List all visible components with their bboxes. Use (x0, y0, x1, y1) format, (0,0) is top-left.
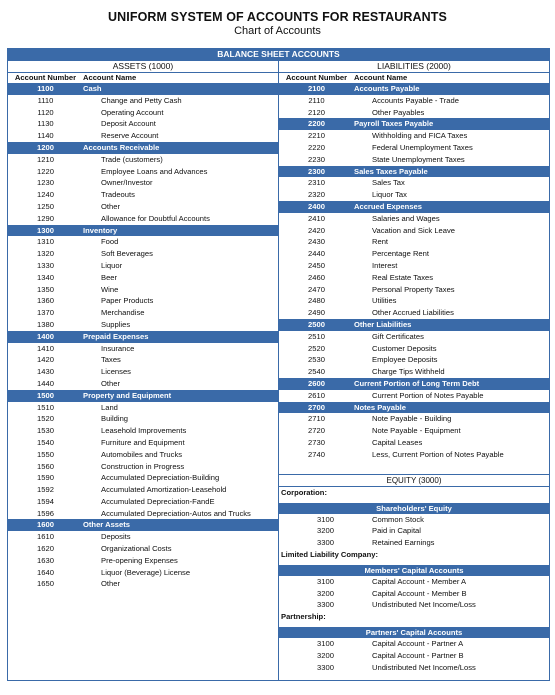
shareholders-rows (279, 514, 549, 549)
account-row (8, 378, 278, 390)
account-name: Wine (101, 284, 119, 294)
account-name: Liquor (101, 260, 123, 270)
account-row (279, 537, 549, 549)
account-number: 1320 (37, 249, 54, 259)
section-header-row (8, 331, 278, 343)
account-number: 1360 (37, 296, 54, 306)
account-name: Accumulated Depreciation-Autos and Trucks (101, 508, 251, 518)
account-number: 1560 (37, 461, 54, 471)
account-number: 1350 (37, 284, 54, 294)
account-number: 2510 (308, 331, 325, 341)
account-number: 1220 (37, 166, 54, 176)
members-rows (279, 576, 549, 611)
account-number: 1590 (37, 473, 54, 483)
account-name: Percentage Rent (372, 249, 429, 259)
account-row (8, 484, 278, 496)
account-number: 2530 (308, 355, 325, 365)
account-row (279, 650, 549, 662)
section-header-row (279, 166, 549, 178)
account-number: 2200 (308, 119, 325, 129)
account-number: 1610 (37, 532, 54, 542)
account-number: 2410 (308, 213, 325, 223)
account-number: 1230 (37, 178, 54, 188)
account-name: Capital Account - Member A (372, 576, 467, 586)
account-name: Accounts Payable (354, 84, 420, 93)
account-name: Beer (101, 272, 118, 282)
account-row (279, 130, 549, 142)
partnership-label: Partnership: (281, 612, 326, 622)
account-number: 3100 (317, 576, 334, 586)
account-number: 3300 (317, 600, 334, 610)
account-row (279, 343, 549, 355)
account-row (8, 555, 278, 567)
partners-rows (279, 638, 549, 673)
account-number: 1370 (37, 308, 54, 318)
account-number: 1110 (37, 95, 54, 105)
account-row (8, 154, 278, 166)
account-name: Furniture and Equipment (101, 437, 185, 447)
llc-label: Limited Liability Company: (281, 549, 379, 559)
section-header-row (8, 142, 278, 154)
account-name: Salaries and Wages (372, 213, 440, 223)
account-number: 1250 (37, 201, 54, 211)
account-name: Taxes (101, 355, 121, 365)
account-row (8, 354, 278, 366)
account-name: Organizational Costs (101, 544, 172, 554)
account-number: 1630 (37, 555, 54, 565)
account-row (8, 461, 278, 473)
account-row (279, 272, 549, 284)
account-row (8, 437, 278, 449)
account-name: Supplies (101, 319, 131, 329)
account-name: Automobiles and Trucks (101, 449, 183, 459)
account-number: 2740 (308, 449, 325, 459)
account-number: 2230 (308, 154, 325, 164)
account-row (279, 599, 549, 611)
account-row (279, 248, 549, 260)
account-number: 2610 (308, 390, 325, 400)
account-row (279, 95, 549, 107)
account-row (279, 390, 549, 402)
account-name: State Unemployment Taxes (372, 154, 465, 164)
account-name: Other (101, 378, 120, 388)
account-row (279, 107, 549, 119)
account-number: 1310 (37, 237, 54, 247)
account-row (279, 154, 549, 166)
account-row (279, 236, 549, 248)
account-row (279, 576, 549, 588)
account-row (8, 248, 278, 260)
account-row (8, 118, 278, 130)
account-name: Common Stock (372, 514, 424, 524)
section-header-row (279, 402, 549, 414)
account-name: Paid in Capital (372, 526, 421, 536)
account-row (279, 588, 549, 600)
account-number: 1120 (37, 107, 54, 117)
account-name: Owner/Investor (101, 178, 153, 188)
account-number-header: Account Number (285, 73, 348, 82)
equity-heading: EQUITY (3000) (279, 474, 549, 487)
account-number: 2420 (308, 225, 325, 235)
account-row (279, 189, 549, 201)
account-name: Cash (83, 84, 102, 93)
account-row (8, 508, 278, 520)
account-name: Accounts Receivable (83, 142, 160, 152)
account-row (8, 189, 278, 201)
account-name: Leasehold Improvements (101, 426, 187, 436)
balance-sheet-table (7, 48, 550, 681)
account-number: 2720 (308, 426, 325, 436)
account-row (8, 284, 278, 296)
account-row (279, 354, 549, 366)
account-number: 2540 (308, 367, 325, 377)
account-name: Less, Current Portion of Notes Payable (372, 449, 504, 459)
account-row (279, 295, 549, 307)
account-row (279, 225, 549, 237)
account-number: 2460 (308, 272, 325, 282)
account-row (279, 307, 549, 319)
account-name: Property and Equipment (83, 390, 172, 400)
account-name: Pre-opening Expenses (101, 555, 178, 565)
account-number: 2480 (308, 296, 325, 306)
section-header-row (8, 225, 278, 237)
account-row (8, 166, 278, 178)
account-row (279, 331, 549, 343)
account-row (8, 366, 278, 378)
section-header-row (279, 118, 549, 130)
account-number: 1520 (37, 414, 54, 424)
section-header-row (279, 83, 549, 95)
account-name: Other Accrued Liabilities (372, 308, 454, 318)
account-number: 2400 (308, 201, 325, 211)
account-name: Tradeouts (101, 190, 135, 200)
account-name: Gift Certificates (372, 331, 424, 341)
account-name: Real Estate Taxes (372, 272, 434, 282)
account-row (8, 201, 278, 213)
account-name: Payroll Taxes Payable (354, 119, 434, 129)
account-name: Allowance for Doubtful Accounts (101, 213, 210, 223)
account-name: Other (101, 201, 120, 211)
account-number: 2100 (308, 84, 325, 93)
account-name: Food (101, 237, 119, 247)
account-name: Charge Tips Withheld (372, 367, 445, 377)
account-number: 3300 (317, 538, 334, 548)
account-number: 2110 (308, 95, 325, 105)
account-number: 1596 (37, 508, 54, 518)
account-number: 1140 (37, 131, 54, 141)
account-number: 1210 (37, 154, 54, 164)
account-name: Rent (372, 237, 389, 247)
account-number-header: Account Number (14, 73, 77, 82)
account-row (8, 413, 278, 425)
section-header-row (279, 378, 549, 390)
assets-column-headers (8, 73, 278, 83)
account-number: 1410 (37, 343, 54, 353)
account-number: 1620 (37, 544, 54, 554)
account-name: Other Assets (83, 520, 130, 530)
liabilities-heading: LIABILITIES (2000) (279, 60, 549, 73)
account-number: 2710 (308, 414, 325, 424)
account-name: Interest (372, 260, 398, 270)
account-row (8, 343, 278, 355)
account-name: Accounts Payable - Trade (372, 95, 459, 105)
account-name: Reserve Account (101, 131, 159, 141)
account-row (8, 425, 278, 437)
account-name: Trade (customers) (101, 154, 163, 164)
assets-heading: ASSETS (1000) (8, 60, 278, 73)
account-number: 1600 (37, 520, 54, 530)
page-title: UNIFORM SYSTEM OF ACCOUNTS FOR RESTAURANTS (108, 10, 447, 24)
account-name: Withholding and FICA Taxes (372, 131, 468, 141)
account-number: 1440 (37, 378, 54, 388)
account-name: Sales Tax (372, 178, 405, 188)
account-row (279, 260, 549, 272)
page-subtitle: Chart of Accounts (234, 25, 321, 37)
account-name: Inventory (83, 225, 118, 235)
account-number: 1300 (37, 225, 54, 235)
account-number: 1640 (37, 567, 54, 577)
account-row (8, 578, 278, 590)
account-row (279, 437, 549, 449)
shareholders-equity-band: Shareholders' Equity (279, 503, 549, 514)
account-name: Sales Taxes Payable (354, 166, 428, 176)
account-number: 2430 (308, 237, 325, 247)
account-number: 1100 (37, 84, 54, 93)
section-header-row (279, 319, 549, 331)
account-row (8, 130, 278, 142)
account-number: 1420 (37, 355, 54, 365)
account-number: 2700 (308, 402, 325, 412)
account-number: 2120 (308, 107, 325, 117)
account-row (8, 307, 278, 319)
account-row (279, 284, 549, 296)
account-name: Current Portion of Long Term Debt (354, 378, 480, 388)
section-header-row (8, 519, 278, 531)
account-name: Notes Payable (354, 402, 406, 412)
account-number: 1430 (37, 367, 54, 377)
account-row (279, 525, 549, 537)
account-number: 1380 (37, 319, 54, 329)
account-number: 2320 (308, 190, 325, 200)
account-number: 2730 (308, 437, 325, 447)
account-number: 1340 (37, 272, 54, 282)
account-name-header: Account Name (354, 73, 408, 82)
account-row (8, 531, 278, 543)
account-name: Land (101, 402, 118, 412)
account-number: 1530 (37, 426, 54, 436)
account-name: Other Liabilities (354, 319, 412, 329)
account-name: Undistributed Net Income/Loss (372, 662, 476, 672)
account-number: 1240 (37, 190, 54, 200)
account-name: Merchandise (101, 308, 145, 318)
account-number: 1540 (37, 437, 54, 447)
account-number: 2210 (308, 131, 325, 141)
account-row (8, 236, 278, 248)
account-row (279, 413, 549, 425)
account-name: Construction in Progress (101, 461, 185, 471)
account-number: 1650 (37, 579, 54, 589)
account-number: 3300 (317, 662, 334, 672)
account-name: Soft Beverages (101, 249, 153, 259)
account-row (8, 496, 278, 508)
account-name: Customer Deposits (372, 343, 437, 353)
account-name: Undistributed Net Income/Loss (372, 600, 476, 610)
account-row (8, 107, 278, 119)
account-number: 2490 (308, 308, 325, 318)
account-name: Other Payables (372, 107, 425, 117)
account-row (8, 260, 278, 272)
balance-sheet-banner: BALANCE SHEET ACCOUNTS (8, 48, 549, 60)
account-name: Change and Petty Cash (101, 95, 182, 105)
account-number: 2450 (308, 260, 325, 270)
account-number: 3100 (317, 514, 334, 524)
account-row (8, 319, 278, 331)
partners-capital-band: Partners' Capital Accounts (279, 627, 549, 638)
account-row (8, 543, 278, 555)
account-number: 1130 (37, 119, 54, 129)
account-name: Note Payable - Building (372, 414, 452, 424)
account-number: 1200 (37, 142, 54, 152)
account-name: Capital Account - Member B (372, 588, 467, 598)
account-row (8, 272, 278, 284)
account-name: Employee Deposits (372, 355, 438, 365)
account-row (8, 95, 278, 107)
account-name: Deposits (101, 532, 131, 542)
account-name: Operating Account (101, 107, 164, 117)
account-number: 2500 (308, 319, 325, 329)
assets-rows (8, 83, 278, 590)
account-row (279, 142, 549, 154)
account-name: Federal Unemployment Taxes (372, 142, 473, 152)
account-name: Liquor Tax (372, 190, 407, 200)
account-number: 1592 (37, 485, 54, 495)
account-row (8, 449, 278, 461)
corporation-label: Corporation: (281, 487, 327, 497)
section-header-row (8, 390, 278, 402)
account-row (8, 567, 278, 579)
account-number: 3200 (317, 588, 334, 598)
account-row (279, 662, 549, 674)
account-number: 3100 (317, 639, 334, 649)
account-name: Accumulated Depreciation-FandE (101, 496, 215, 506)
account-name: Capital Account - Partner A (372, 639, 464, 649)
account-number: 2220 (308, 142, 325, 152)
account-row (279, 638, 549, 650)
account-name: Licenses (101, 367, 131, 377)
account-number: 1594 (37, 496, 54, 506)
account-row (8, 472, 278, 484)
section-header-row (279, 201, 549, 213)
account-number: 1330 (37, 260, 54, 270)
members-capital-band: Members' Capital Accounts (279, 565, 549, 576)
account-name: Retained Earnings (372, 538, 435, 548)
account-name: Utilities (372, 296, 397, 306)
section-header-row (8, 83, 278, 95)
account-name: Paper Products (101, 296, 154, 306)
account-row (279, 177, 549, 189)
account-name: Current Portion of Notes Payable (372, 390, 484, 400)
liabilities-equity-column (279, 60, 549, 680)
account-name: Note Payable - Equipment (372, 426, 461, 436)
account-name: Deposit Account (101, 119, 156, 129)
account-number: 1500 (37, 390, 54, 400)
account-name: Capital Account - Partner B (372, 651, 464, 661)
account-name: Employee Loans and Advances (101, 166, 208, 176)
account-name: Accrued Expenses (354, 201, 422, 211)
account-number: 2440 (308, 249, 325, 259)
account-row (8, 402, 278, 414)
account-name: Prepaid Expenses (83, 331, 149, 341)
account-name-header: Account Name (83, 73, 137, 82)
account-row (8, 213, 278, 225)
account-row (279, 425, 549, 437)
account-number: 2470 (308, 284, 325, 294)
account-number: 2300 (308, 166, 325, 176)
account-name: Other (101, 579, 120, 589)
liabilities-rows (279, 83, 549, 461)
account-name: Insurance (101, 343, 135, 353)
account-name: Personal Property Taxes (372, 284, 455, 294)
account-name: Building (101, 414, 129, 424)
account-row (279, 449, 549, 461)
account-name: Accumulated Amortization-Leasehold (101, 485, 227, 495)
assets-column (8, 60, 279, 680)
account-name: Accumulated Depreciation-Building (101, 473, 220, 483)
account-number: 3200 (317, 526, 334, 536)
account-name: Liquor (Beverage) License (101, 567, 191, 577)
account-name: Vacation and Sick Leave (372, 225, 456, 235)
account-row (279, 213, 549, 225)
account-row (279, 366, 549, 378)
liabilities-column-headers (279, 73, 549, 83)
account-number: 1400 (37, 331, 54, 341)
account-number: 3200 (317, 651, 334, 661)
account-number: 2600 (308, 378, 325, 388)
account-name: Capital Leases (372, 437, 423, 447)
account-row (279, 514, 549, 526)
account-number: 2520 (308, 343, 325, 353)
account-row (8, 295, 278, 307)
account-number: 1510 (37, 402, 54, 412)
account-number: 1290 (37, 213, 54, 223)
account-number: 2310 (308, 178, 325, 188)
account-number: 1550 (37, 449, 54, 459)
account-row (8, 177, 278, 189)
